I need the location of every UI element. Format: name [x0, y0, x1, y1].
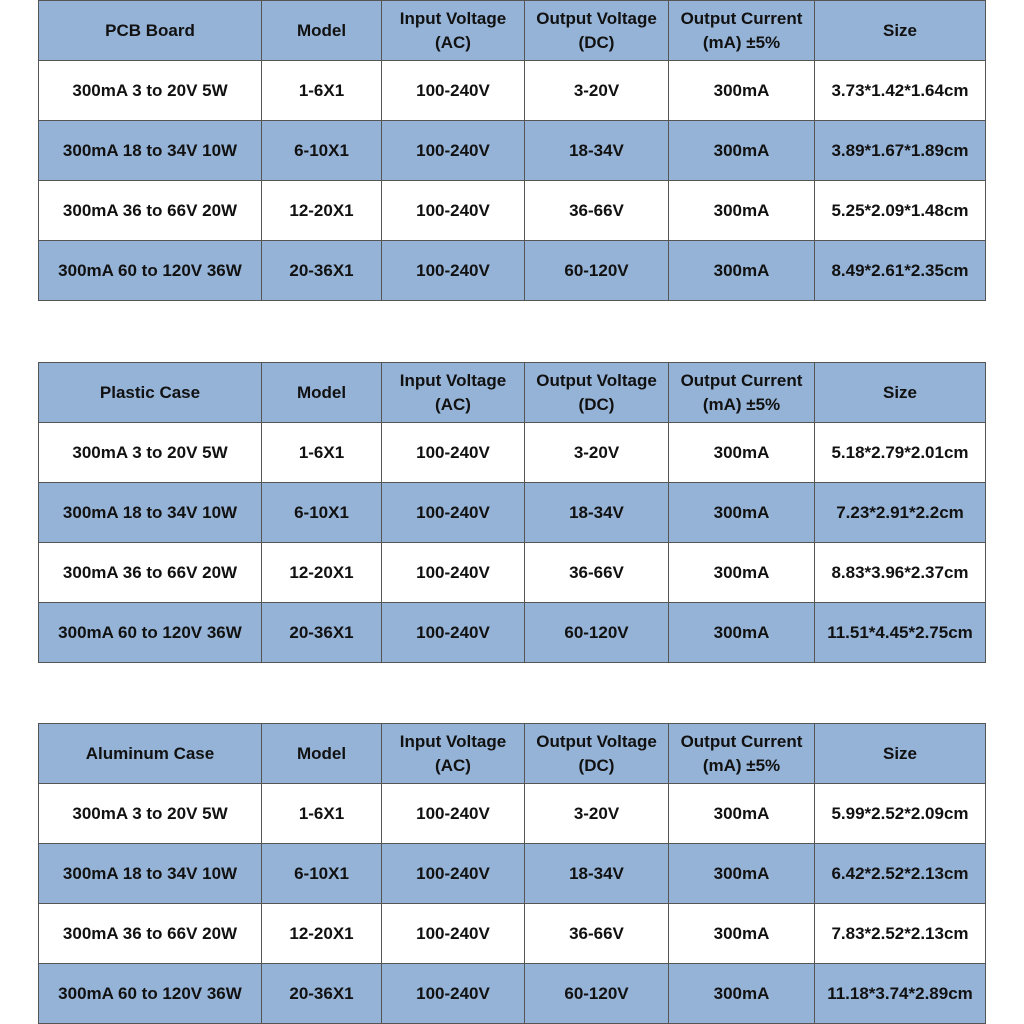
- table-cell: 11.51*4.45*2.75cm: [815, 603, 986, 663]
- table-cell: 20-36X1: [262, 964, 382, 1024]
- table-cell: 100-240V: [382, 61, 525, 121]
- table-cell: 300mA 36 to 66V 20W: [39, 904, 262, 964]
- header-cell: Size: [815, 363, 986, 423]
- table-cell: 12-20X1: [262, 904, 382, 964]
- table-cell: 5.99*2.52*2.09cm: [815, 784, 986, 844]
- table-cell: 100-240V: [382, 483, 525, 543]
- table-cell: 300mA 18 to 34V 10W: [39, 483, 262, 543]
- table-cell: 100-240V: [382, 784, 525, 844]
- table-cell: 300mA: [669, 483, 815, 543]
- table-row: [39, 844, 986, 904]
- table-cell: 60-120V: [525, 964, 669, 1024]
- table-cell: 300mA 3 to 20V 5W: [39, 423, 262, 483]
- table-cell: 300mA: [669, 844, 815, 904]
- table-cell: 100-240V: [382, 844, 525, 904]
- table-cell: 300mA: [669, 784, 815, 844]
- header-cell: Output Current (mA) ±5%: [669, 1, 815, 61]
- table-cell: 300mA 18 to 34V 10W: [39, 844, 262, 904]
- table-cell: 18-34V: [525, 844, 669, 904]
- table-header-row: [39, 1, 986, 61]
- header-cell: Output Voltage (DC): [525, 363, 669, 423]
- table-cell: 300mA 60 to 120V 36W: [39, 964, 262, 1024]
- header-cell: Output Voltage (DC): [525, 724, 669, 784]
- header-cell: Size: [815, 724, 986, 784]
- table-cell: 5.18*2.79*2.01cm: [815, 423, 986, 483]
- table-row: [39, 964, 986, 1024]
- table-cell: 100-240V: [382, 603, 525, 663]
- table-cell: 300mA: [669, 904, 815, 964]
- table-row: [39, 61, 986, 121]
- table-cell: 20-36X1: [262, 241, 382, 301]
- table-cell: 60-120V: [525, 603, 669, 663]
- table-cell: 3-20V: [525, 61, 669, 121]
- table-cell: 6-10X1: [262, 483, 382, 543]
- table-row: [39, 603, 986, 663]
- table-cell: 60-120V: [525, 241, 669, 301]
- table-row: [39, 543, 986, 603]
- header-cell: Output Voltage (DC): [525, 1, 669, 61]
- table-cell: 300mA 36 to 66V 20W: [39, 543, 262, 603]
- spec-table-plastic-case: [38, 362, 986, 663]
- table-cell: 300mA: [669, 181, 815, 241]
- table-cell: 20-36X1: [262, 603, 382, 663]
- header-cell: Size: [815, 1, 986, 61]
- table-cell: 300mA 18 to 34V 10W: [39, 121, 262, 181]
- table-cell: 100-240V: [382, 423, 525, 483]
- table-cell: 7.83*2.52*2.13cm: [815, 904, 986, 964]
- table-cell: 300mA: [669, 423, 815, 483]
- spec-table-pcb-board: [38, 0, 986, 301]
- table-cell: 3-20V: [525, 423, 669, 483]
- table-cell: 18-34V: [525, 483, 669, 543]
- table-cell: 300mA: [669, 603, 815, 663]
- table-cell: 100-240V: [382, 121, 525, 181]
- table-cell: 300mA 60 to 120V 36W: [39, 603, 262, 663]
- table-cell: 100-240V: [382, 904, 525, 964]
- table-cell: 36-66V: [525, 181, 669, 241]
- table-cell: 1-6X1: [262, 784, 382, 844]
- table-cell: 12-20X1: [262, 181, 382, 241]
- table-cell: 8.83*3.96*2.37cm: [815, 543, 986, 603]
- header-cell: Input Voltage (AC): [382, 1, 525, 61]
- table-row: [39, 181, 986, 241]
- table-cell: 18-34V: [525, 121, 669, 181]
- table-row: [39, 483, 986, 543]
- header-cell: PCB Board: [39, 1, 262, 61]
- table-cell: 100-240V: [382, 241, 525, 301]
- header-cell: Plastic Case: [39, 363, 262, 423]
- table-cell: 300mA 3 to 20V 5W: [39, 61, 262, 121]
- table-cell: 3-20V: [525, 784, 669, 844]
- header-cell: Input Voltage (AC): [382, 724, 525, 784]
- table-cell: 12-20X1: [262, 543, 382, 603]
- header-cell: Aluminum Case: [39, 724, 262, 784]
- table-row: [39, 241, 986, 301]
- table-cell: 36-66V: [525, 543, 669, 603]
- table-cell: 6-10X1: [262, 121, 382, 181]
- table-cell: 300mA: [669, 121, 815, 181]
- table-cell: 300mA 60 to 120V 36W: [39, 241, 262, 301]
- table-cell: 11.18*3.74*2.89cm: [815, 964, 986, 1024]
- spec-table-aluminum-case: [38, 723, 986, 1024]
- table-row: [39, 904, 986, 964]
- table-row: [39, 784, 986, 844]
- header-cell: Output Current (mA) ±5%: [669, 724, 815, 784]
- table-cell: 300mA 36 to 66V 20W: [39, 181, 262, 241]
- table-cell: 100-240V: [382, 181, 525, 241]
- table-header-row: [39, 363, 986, 423]
- header-cell: Model: [262, 1, 382, 61]
- table-cell: 3.73*1.42*1.64cm: [815, 61, 986, 121]
- header-cell: Model: [262, 724, 382, 784]
- table-cell: 7.23*2.91*2.2cm: [815, 483, 986, 543]
- header-cell: Output Current (mA) ±5%: [669, 363, 815, 423]
- table-cell: 1-6X1: [262, 423, 382, 483]
- table-cell: 100-240V: [382, 543, 525, 603]
- table-cell: 300mA: [669, 241, 815, 301]
- table-cell: 300mA: [669, 61, 815, 121]
- header-cell: Model: [262, 363, 382, 423]
- table-cell: 300mA 3 to 20V 5W: [39, 784, 262, 844]
- table-row: [39, 423, 986, 483]
- table-cell: 5.25*2.09*1.48cm: [815, 181, 986, 241]
- header-cell: Input Voltage (AC): [382, 363, 525, 423]
- table-cell: 6-10X1: [262, 844, 382, 904]
- table-cell: 1-6X1: [262, 61, 382, 121]
- table-cell: 8.49*2.61*2.35cm: [815, 241, 986, 301]
- table-cell: 300mA: [669, 964, 815, 1024]
- table-cell: 6.42*2.52*2.13cm: [815, 844, 986, 904]
- table-cell: 100-240V: [382, 964, 525, 1024]
- table-row: [39, 121, 986, 181]
- table-header-row: [39, 724, 986, 784]
- table-cell: 300mA: [669, 543, 815, 603]
- table-cell: 3.89*1.67*1.89cm: [815, 121, 986, 181]
- table-cell: 36-66V: [525, 904, 669, 964]
